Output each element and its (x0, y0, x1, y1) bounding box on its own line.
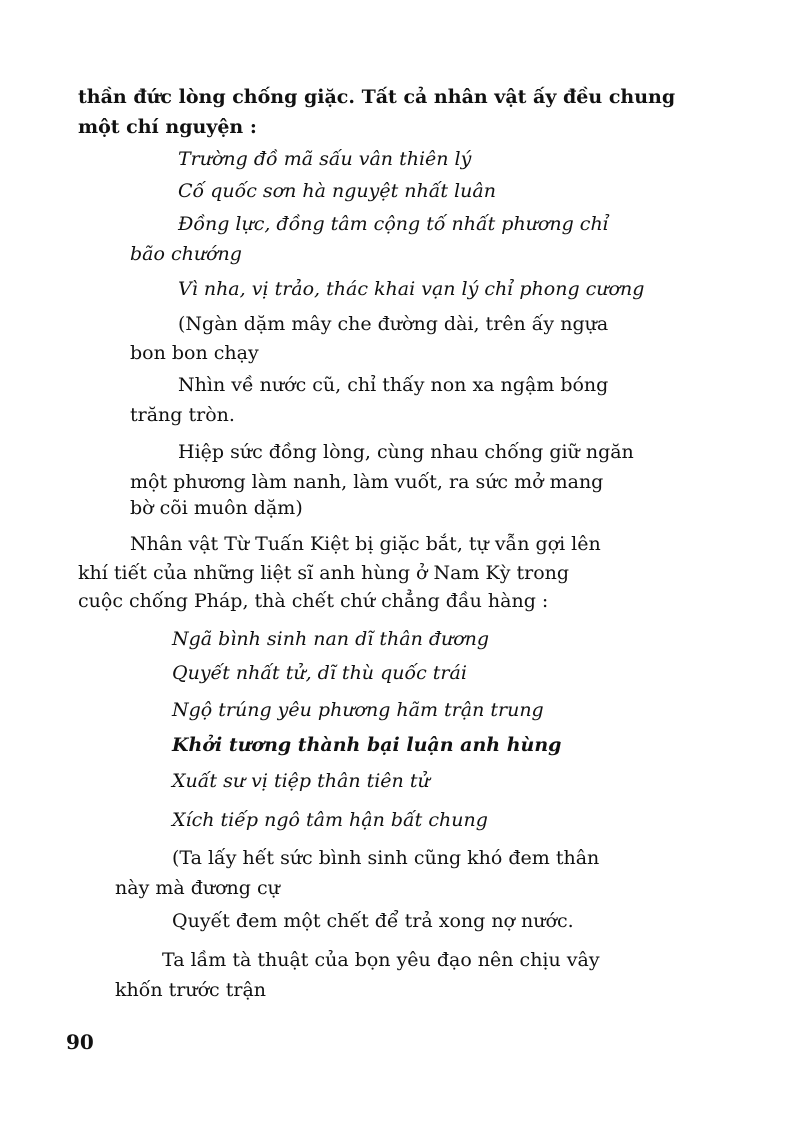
verse-line: Xích tiếp ngô tâm hận bất chung (172, 809, 488, 831)
verse-line: Quyết nhất tử, dĩ thù quốc trái (172, 662, 467, 684)
translation-line: bờ cõi muôn dặm) (130, 497, 303, 519)
verse-line: Xuất sư vị tiệp thân tiên tử (172, 770, 430, 792)
text-line: cuộc chống Pháp, thà chết chứ chẳng đầu hàng : (78, 590, 549, 612)
translation-line: Hiệp sức đồng lòng, cùng nhau chống giữ ngăn (178, 441, 634, 463)
verse-line: Vì nha, vị trảo, thác khai vạn lý chỉ phong cương (178, 278, 645, 300)
translation-line: bon bon chạy (130, 342, 259, 364)
translation-line: (Ngàn dặm mây che đường dài, trên ấy ngựa (178, 313, 609, 335)
translation-line: một phương làm nanh, làm vuốt, ra sức mở mang (130, 471, 604, 493)
translation-line: Ta lầm tà thuật của bọn yêu đạo nên chịu vây (162, 949, 600, 971)
verse-line: Khởi tương thành bại luận anh hùng (172, 734, 562, 756)
verse-line: Trường đồ mã sấu vân thiên lý (178, 148, 472, 170)
verse-line: Ngã bình sinh nan dĩ thân đương (172, 628, 490, 650)
verse-line: Cố quốc sơn hà nguyệt nhất luân (178, 180, 496, 202)
translation-line: này mà đương cự (115, 877, 280, 899)
page-number: 90 (66, 1030, 94, 1054)
translation-line: Nhìn về nước cũ, chỉ thấy non xa ngậm bóng (178, 374, 609, 396)
text-line: Nhân vật Từ Tuấn Kiệt bị giặc bắt, tự vẫn gợi lên (130, 533, 601, 555)
translation-line: (Ta lấy hết sức bình sinh cũng khó đem thân (172, 847, 600, 869)
verse-line: bão chướng (130, 243, 242, 265)
text-line: một chí nguyện : (78, 116, 257, 138)
verse-line: Đồng lực, đồng tâm cộng tố nhất phương chỉ (178, 213, 609, 235)
translation-line: khốn trước trận (115, 979, 267, 1001)
translation-line: trăng tròn. (130, 404, 235, 426)
translation-line: Quyết đem một chết để trả xong nợ nước. (172, 910, 574, 932)
text-line: thần đức lòng chống giặc. Tất cả nhân vật ấy đều chung (78, 86, 676, 108)
verse-line: Ngộ trúng yêu phương hãm trận trung (172, 699, 544, 721)
text-line: khí tiết của những liệt sĩ anh hùng ở Nam Kỳ trong (78, 562, 570, 584)
